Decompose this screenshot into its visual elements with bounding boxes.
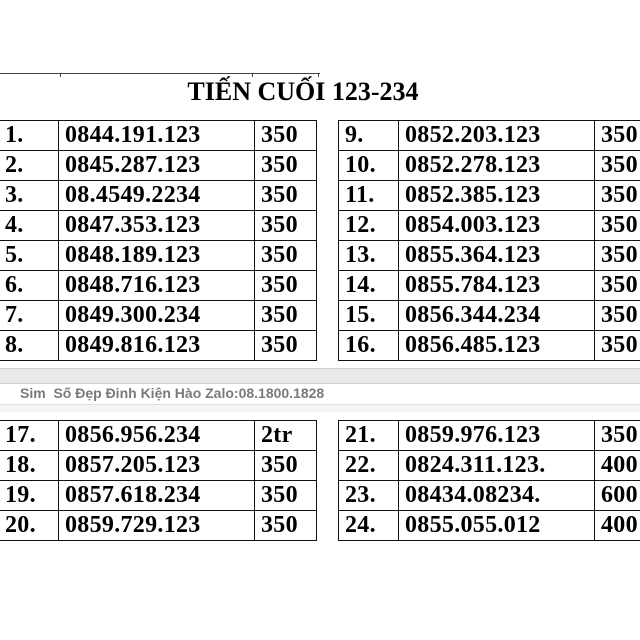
price: 350 [595,211,640,241]
price: 400 [595,511,640,541]
price: 350 [595,241,640,271]
row-index: 23. [339,481,399,511]
row-index: 24. [339,511,399,541]
row-index: 4. [0,211,59,241]
table-row [0,481,317,511]
row-index: 19. [0,481,59,511]
price: 400 [595,451,640,481]
row-index: 2. [0,151,59,181]
table-row [339,301,640,331]
row-index: 9. [339,121,399,151]
table-row [339,511,640,541]
price: 350 [255,121,317,151]
table-row [339,151,640,181]
separator-band [0,368,640,384]
sim-table-bottom-left [0,420,317,541]
table-row [339,211,640,241]
watermark-text: Sim Số Đẹp Đinh Kiện Hào Zalo:08.1800.1828 [20,385,325,401]
separator-band-lower [0,404,640,412]
sim-table-bottom-right [338,420,640,541]
table-row [0,121,317,151]
price: 350 [595,301,640,331]
price: 350 [255,301,317,331]
table-row [339,451,640,481]
table-row [0,211,317,241]
row-index: 14. [339,271,399,301]
price: 350 [255,211,317,241]
table-row [0,421,317,451]
phone-number: 0855.364.123 [399,241,595,271]
phone-number: 0855.055.012 [399,511,595,541]
row-index: 8. [0,331,59,361]
row-index: 6. [0,271,59,301]
table-row [0,331,317,361]
phone-number: 0847.353.123 [59,211,255,241]
row-index: 17. [0,421,59,451]
row-index: 16. [339,331,399,361]
price: 350 [255,241,317,271]
row-index: 12. [339,211,399,241]
price: 350 [255,511,317,541]
table-row [339,241,640,271]
phone-number: 08.4549.2234 [59,181,255,211]
phone-number: 0856.485.123 [399,331,595,361]
phone-number: 0849.816.123 [59,331,255,361]
row-index: 18. [0,451,59,481]
phone-number: 0854.003.123 [399,211,595,241]
price: 2tr [255,421,317,451]
sim-table-top-left [0,120,317,361]
table-row [339,421,640,451]
price: 350 [255,331,317,361]
row-index: 13. [339,241,399,271]
page-title: TIẾN CUỐI 123-234 [187,77,419,106]
row-index: 3. [0,181,59,211]
phone-number: 0848.189.123 [59,241,255,271]
phone-number: 0857.205.123 [59,451,255,481]
price: 350 [595,331,640,361]
phone-number: 0852.203.123 [399,121,595,151]
price: 350 [255,181,317,211]
phone-number: 0852.278.123 [399,151,595,181]
phone-number: 0857.618.234 [59,481,255,511]
phone-number: 0844.191.123 [59,121,255,151]
row-index: 15. [339,301,399,331]
sim-table-top-right [338,120,640,361]
price: 350 [595,121,640,151]
price: 350 [595,271,640,301]
row-index: 7. [0,301,59,331]
price: 350 [255,451,317,481]
phone-number: 0849.300.234 [59,301,255,331]
price: 350 [595,151,640,181]
phone-number: 0824.311.123. [399,451,595,481]
row-index: 11. [339,181,399,211]
phone-number: 0859.976.123 [399,421,595,451]
phone-number: 0845.287.123 [59,151,255,181]
table-row [339,181,640,211]
table-row [339,331,640,361]
phone-number: 0856.956.234 [59,421,255,451]
table-row [0,301,317,331]
price: 350 [255,481,317,511]
table-row [0,151,317,181]
table-row [339,271,640,301]
table-row [339,481,640,511]
price: 350 [255,151,317,181]
table-row [0,451,317,481]
phone-number: 0859.729.123 [59,511,255,541]
table-row [339,121,640,151]
phone-number: 0855.784.123 [399,271,595,301]
price: 350 [255,271,317,301]
table-row [0,271,317,301]
row-index: 21. [339,421,399,451]
table-row [0,181,317,211]
row-index: 5. [0,241,59,271]
phone-number: 08434.08234. [399,481,595,511]
phone-number: 0848.716.123 [59,271,255,301]
row-index: 1. [0,121,59,151]
price: 600 [595,481,640,511]
phone-number: 0856.344.234 [399,301,595,331]
table-row [0,241,317,271]
phone-number: 0852.385.123 [399,181,595,211]
row-index: 22. [339,451,399,481]
table-row [0,511,317,541]
row-index: 20. [0,511,59,541]
price: 350 [595,181,640,211]
row-index: 10. [339,151,399,181]
price: 350 [595,421,640,451]
